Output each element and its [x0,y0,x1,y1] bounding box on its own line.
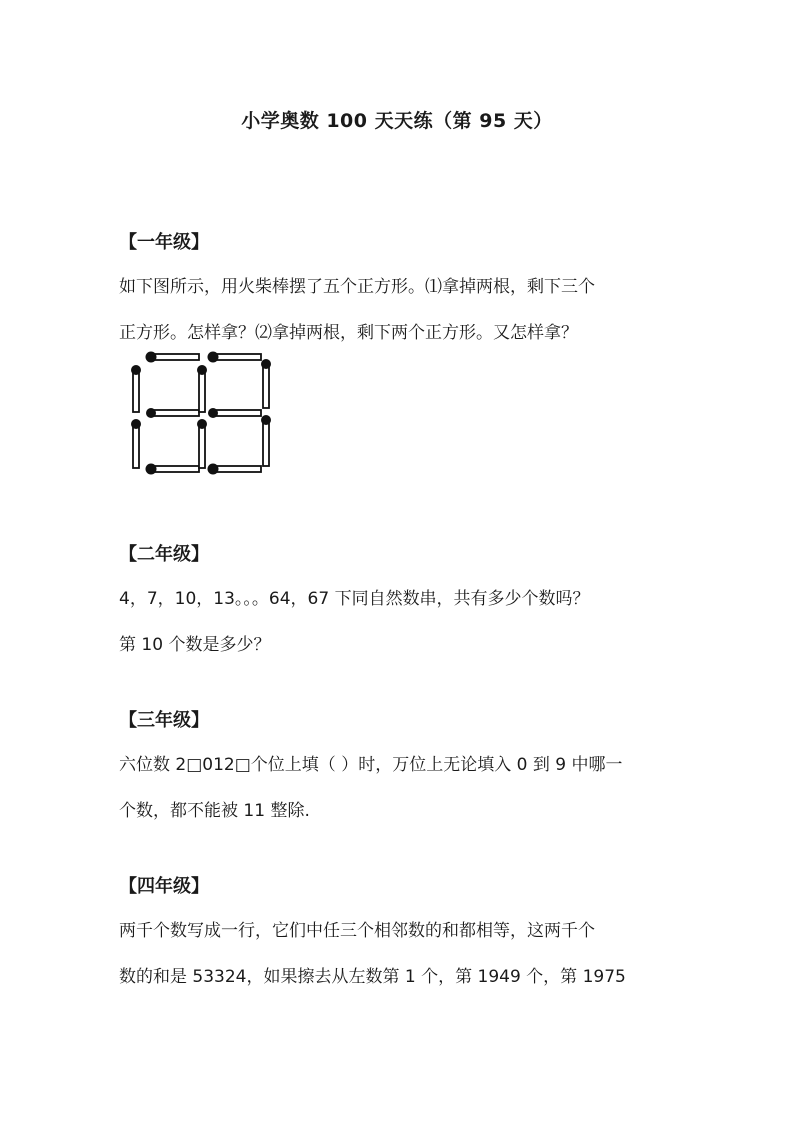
matchstick [211,410,261,416]
match-head [146,408,156,418]
match-head [208,352,219,363]
section-text [119,576,679,668]
section-grade-2 [119,540,679,668]
match-head [131,419,141,429]
text-line: 两千个数写成一行，它们中任三个相邻数的和都相等，这两千个 [119,921,595,941]
section-grade-4 [119,872,679,1000]
section-text [119,264,679,356]
text-line: 正方形。怎样拿？⑵拿掉两根，剩下两个正方形。又怎样拿？ [119,323,578,343]
section-heading: 【一年级】 [119,232,209,253]
section-grade-3 [119,706,679,834]
match-head [197,419,207,429]
section-grade-1 [119,228,679,356]
match-head [131,365,141,375]
section-heading: 【二年级】 [119,544,209,565]
matchstick [263,420,269,466]
text-line: 4，7，10，13。。。64，67 下同自然数串，共有多少个数吗？ [119,589,590,609]
match-head [208,464,219,475]
section-heading: 【四年级】 [119,876,209,897]
page-title: 小学奥数 100 天天练（第 95 天） [241,110,553,132]
section-text [119,908,679,1000]
section-text [119,742,679,834]
matchstick [263,364,269,408]
matchstick [149,410,199,416]
section-heading: 【三年级】 [119,710,209,731]
matchstick-figure [127,350,275,480]
text-line: 六位数 2□012□个位上填（ ）时，万位上无论填入 0 到 9 中哪一 [119,755,623,775]
text-line: 数的和是 53324，如果擦去从左数第 1 个，第 1949 个，第 1975 [119,967,626,987]
match-head [208,408,218,418]
text-line: 个数，都不能被 11 整除. [119,801,310,821]
match-head [261,415,271,425]
match-head [197,365,207,375]
match-head [261,359,271,369]
match-head [146,464,157,475]
text-line: 如下图所示，用火柴棒摆了五个正方形。⑴拿掉两根，剩下三个 [119,277,595,297]
match-head [146,352,157,363]
text-line: 第 10 个数是多少？ [119,635,271,655]
